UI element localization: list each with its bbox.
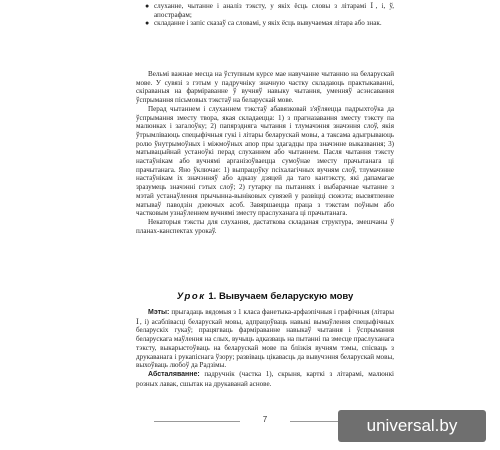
goals-text: прыгадаць вядомыя з 1 класа фанетыка-арфаэпічныя і графічныя (літары Ⅰ, і) асаблівасці беларускай мовы, адпрацоўваць навыкі вымаўлення спецыфічных беларускіх гукаў; працягваць фарміраванне навыкаў чытання і ўспрымання беларускага маўлення на слых, вучыць адказваць на пытанні па змесце праслуханага тэксту, выкарыстоўваць на беларускай мове па блізкія вучням тэмы, спісваць з друкаванага і рукапіснага ўзору; развіваць цікавасць да вывучэння беларускай мовы, выхоўваць любоў да Радзімы.: [136, 308, 394, 370]
lesson-body: [136, 308, 394, 388]
paragraph: Некаторыя тэксты для слухання, дастаткова складаная структура, змешчаны ў планах-канспектах урокаў.: [136, 217, 394, 235]
body-text: [136, 70, 394, 235]
lesson-title: Вывучаем беларускую мову: [218, 291, 354, 302]
lesson-heading: [136, 291, 394, 302]
list-item: ● складанне і запіс сказаў са словамі, у якіх ёсць вывучаемая літара або знак.: [145, 19, 382, 28]
page-number: 7: [262, 415, 268, 424]
bullet-list: [136, 2, 394, 28]
paragraph: Вельмі важнае месца на ўступным курсе мае навучанне чытанню на беларускай мове. У сувязі з гэтым у падручніку значную частку складаюць практыкаванні, скіраваныя на фарміраванне ў вучняў навыку чытання, уменняў асэнсавання ўспрымання пісьмовых тэкстаў на беларускай мове.: [136, 70, 394, 105]
equipment-label: Абсталяванне:: [148, 370, 200, 378]
goals-paragraph: [136, 308, 394, 370]
equipment-paragraph: [136, 370, 394, 388]
goals-label: Мэты:: [148, 309, 170, 316]
bullet-dot-icon: ●: [145, 19, 150, 28]
paragraph: Перад чытаннем і слуханнем тэкстаў абавязковай з'яўляецца падрыхтоўка да ўспрымання зместу твора, якая складаецца: 1) з прагназавання зместу тэксту па малюнках і загалоўку; 2) папярэдняга чытання і тлумачэння значэння слоў, якія ўтрымліваюць спецыфічныя гукі і літары беларускай мовы, а таксама адыгрываюць ролю ўнутрымоўных і міжмоўных апор пры здагадцы пра значэнне выказвання; 3) матывацыйнай устаноўкі перад слуханнем або чытаннем. Пасля чытання тэксту настаўнікам або вучнямі арганізоўваецца сумоўнае зместу прачытанага ці прачытанага. Яно ўключае: 1) выпрацоўку псіхалагічных вучням слоў, тлумачэнне настаўнікам іх значэнняў або адказу дзяцей да таго кантэксту, які дапамагае зразумець значэнні гэтых слоў; 2) гутарку па пытаннях і выбарачнае чытанне з мэтай устанаўлення прычынна-выніковых сувязей у развіцці сюжэта; высвятленне матываў паводзін дзеючых асоб. Завяршаецца праца з тэкстам поўным або частковым узнаўленнем вучнямі зместу праслуханага ці прачытанага.: [136, 104, 394, 218]
lesson-number: 1.: [208, 291, 217, 302]
equipment-text: падручнік (частка 1), скрыня, карткі з літарамі, малюнкі розных лавак, сшытак на друкаванай аснове.: [136, 369, 394, 388]
bullet-dot-icon: ●: [145, 2, 150, 10]
list-item: ● слуханне, чытанне і аналіз тэксту, у якіх ёсць словы з літарамі Ⅰ, і, ў, апострафам;: [145, 2, 394, 19]
lesson-word: Урок: [176, 291, 206, 302]
site-watermark: universal.by: [338, 410, 486, 442]
